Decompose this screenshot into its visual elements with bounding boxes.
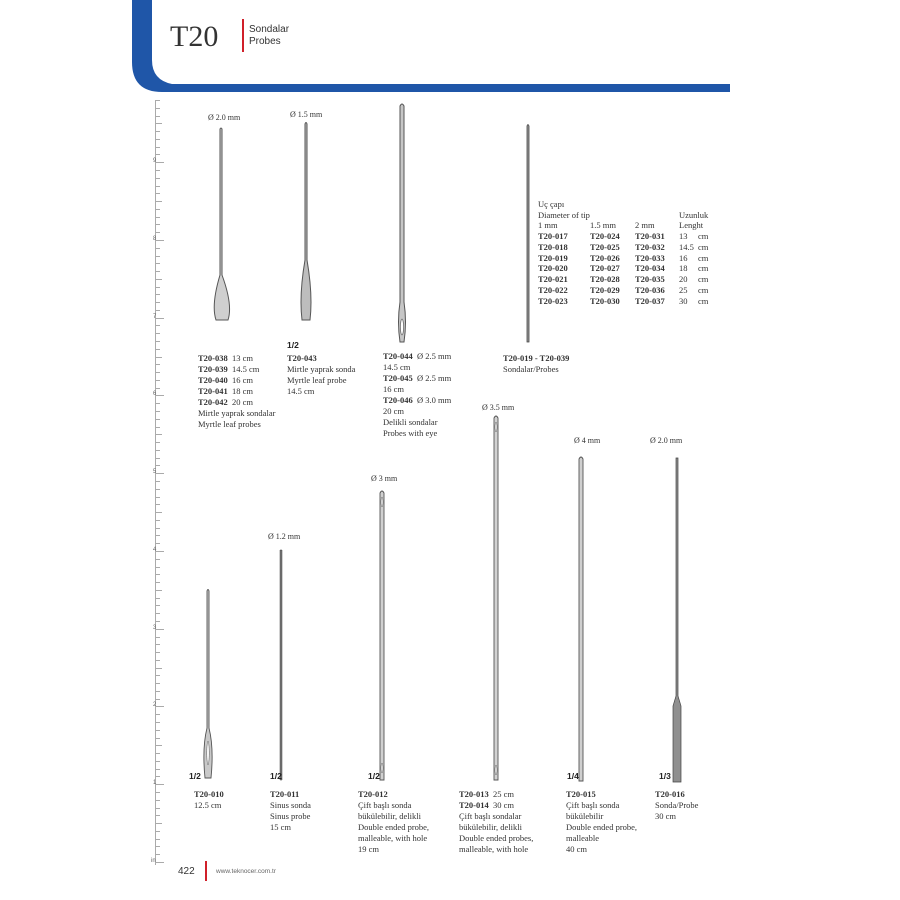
p10-product-block <box>655 789 698 822</box>
ruler-tick <box>156 193 160 194</box>
p9-product-block <box>566 789 637 855</box>
ruler-tick <box>156 263 160 264</box>
table-cell-length: 25 <box>679 285 688 295</box>
ruler-tick <box>156 512 162 513</box>
ruler-tick <box>156 395 164 396</box>
double-ended-probe-t20-015-drawing <box>574 456 588 784</box>
footer-url[interactable]: www.teknocer.com.tr <box>216 868 276 875</box>
p1-name-en: Myrtle leaf probes <box>198 419 261 429</box>
ruler-tick <box>156 147 160 148</box>
table-cell-code: T20-018 <box>538 241 568 252</box>
p6-name-en: Sinus probe <box>270 811 311 821</box>
ruler-tick <box>156 660 160 661</box>
p6-code: T20-011 <box>270 789 300 799</box>
table-cell-code: T20-037 <box>635 295 665 306</box>
ruler-tick <box>156 815 160 816</box>
ruler-tick <box>156 520 160 521</box>
ruler-tick <box>156 403 160 404</box>
ruler-tick <box>156 224 160 225</box>
p7-line: Çift başlı sonda <box>358 800 412 810</box>
title-divider <box>242 19 244 52</box>
ruler-tick <box>156 465 160 466</box>
ruler-tick <box>156 738 160 739</box>
ruler-tick <box>156 699 160 700</box>
p1-code: T20-041 <box>198 386 228 396</box>
p3-code: T20-045 <box>383 373 413 383</box>
ruler-tick <box>156 644 160 645</box>
ruler-label: 6 <box>153 391 157 398</box>
ruler-label: 3 <box>153 624 157 631</box>
table-cell-code: T20-034 <box>635 263 665 274</box>
p8-line: Çift başlı sondalar <box>459 811 522 821</box>
table-cell-length: 16 <box>679 252 688 263</box>
p4-code: T20-019 - T20-039 <box>503 353 570 363</box>
double-ended-probe-t20-012-drawing <box>374 490 390 785</box>
p6-diameter: Ø 1.2 mm <box>268 532 301 541</box>
table-cell-code: T20-017 <box>538 231 568 241</box>
ruler-tick <box>156 349 160 350</box>
ruler-tick <box>156 372 160 373</box>
p1-product-block <box>198 353 275 430</box>
p3-size: 20 cm <box>383 406 405 416</box>
p4-product-block <box>503 353 569 375</box>
p3-diameter: Ø 3.0 mm <box>417 395 452 405</box>
p8-line: malleable, with hole <box>459 844 529 854</box>
table-length-head-tr: Uzunluk <box>679 209 709 220</box>
p8-size: 30 cm <box>493 800 515 810</box>
p2-name-en: Myrtle leaf probe <box>287 375 347 385</box>
ruler-tick <box>156 178 160 179</box>
ruler-tick <box>156 637 160 638</box>
p7-line: malleable, with hole <box>358 833 428 843</box>
table-cell-length: 13 <box>679 231 688 241</box>
ruler-tick <box>156 357 162 358</box>
ruler-tick <box>156 434 162 435</box>
table-cell-unit: cm <box>698 274 709 285</box>
ruler-tick <box>156 458 160 459</box>
ruler-tick <box>156 621 160 622</box>
ruler-tick <box>156 481 160 482</box>
table-cell-code: T20-022 <box>538 285 568 295</box>
ruler-tick <box>156 287 160 288</box>
ruler-tick <box>156 668 162 669</box>
ruler-tick <box>156 590 162 591</box>
table-cell-unit: cm <box>698 241 709 252</box>
p6-name-tr: Sinus sonda <box>270 800 311 810</box>
ruler-tick <box>156 450 160 451</box>
ruler-tick <box>156 325 160 326</box>
ruler-tick <box>156 232 160 233</box>
p7-line: Double ended probe, <box>358 822 430 832</box>
p9-line: Çift başlı sonda <box>566 800 620 810</box>
p1-code: T20-042 <box>198 397 228 407</box>
p10-line: Sonda/Probe <box>655 800 699 810</box>
ruler-tick <box>156 217 160 218</box>
p7-scale-badge: 1/2 <box>368 771 380 781</box>
ruler-tick <box>156 497 160 498</box>
p6-size: 15 cm <box>270 822 292 832</box>
ruler-tick <box>156 683 160 684</box>
table-cell-code: T20-035 <box>635 274 665 285</box>
table-title-en: Diameter of tip <box>538 209 590 220</box>
p3-diameter: Ø 2.5 mm <box>417 351 452 361</box>
table-title-tr: Uç çapı <box>538 199 565 209</box>
table-cell-code: T20-031 <box>635 231 665 241</box>
p10-scale-badge: 1/3 <box>659 771 671 781</box>
ruler-unit: in <box>151 858 156 864</box>
table-cell-code: T20-036 <box>635 285 665 295</box>
probe-with-eye-drawing <box>392 102 412 347</box>
ruler-tick <box>156 108 160 109</box>
p2-scale-badge: 1/2 <box>287 340 299 350</box>
p3-name-en: Probes with eye <box>383 428 438 438</box>
p6-product-block <box>270 789 311 833</box>
table-col-head: 1.5 mm <box>590 220 616 231</box>
ruler-tick <box>156 201 162 202</box>
ruler-tick <box>156 528 160 529</box>
p8-code: T20-013 <box>459 789 489 799</box>
p3-size: 14.5 cm <box>383 362 411 372</box>
ruler-tick <box>156 240 164 241</box>
probe-series-drawing <box>522 122 534 347</box>
ruler-tick <box>156 605 160 606</box>
table-cell-unit: cm <box>698 263 709 274</box>
page-number: 422 <box>178 866 195 877</box>
p1-code: T20-039 <box>198 364 228 374</box>
ruler-tick <box>156 186 160 187</box>
ruler-tick <box>156 535 160 536</box>
p1-name-tr: Mirtle yaprak sondalar <box>198 408 276 418</box>
ruler-tick <box>156 543 160 544</box>
ruler-tick <box>156 209 160 210</box>
p1-code: T20-040 <box>198 375 228 385</box>
p1-code: T20-038 <box>198 353 228 363</box>
p10-diameter: Ø 2.0 mm <box>650 436 683 445</box>
ruler-tick <box>156 792 160 793</box>
p8-size: 25 cm <box>493 789 515 799</box>
ruler-tick <box>156 419 160 420</box>
p7-product-block <box>358 789 429 855</box>
p8-product-block <box>459 789 533 855</box>
ruler-tick <box>156 598 160 599</box>
table-col-head: 1 mm <box>538 220 558 231</box>
sinus-probe-drawing <box>276 548 286 783</box>
page-title: T20 <box>170 20 219 53</box>
ruler-tick <box>156 582 160 583</box>
ruler-tick <box>156 567 160 568</box>
double-ended-probes-t20-013-drawing <box>488 415 504 785</box>
ruler-tick <box>156 706 164 707</box>
table-cell-code: T20-026 <box>590 252 620 263</box>
ruler-tick <box>156 162 164 163</box>
ruler-tick <box>156 862 164 863</box>
p9-scale-badge: 1/4 <box>567 771 579 781</box>
p3-size: 16 cm <box>383 384 405 394</box>
p8-diameter: Ø 3.5 mm <box>482 403 515 412</box>
subtitle-en: Probes <box>249 36 281 47</box>
p1-diameter: Ø 2.0 mm <box>208 113 241 122</box>
ruler-tick <box>156 489 160 490</box>
table-cell-code: T20-033 <box>635 252 665 263</box>
p5-scale-badge: 1/2 <box>189 771 201 781</box>
ruler-tick <box>156 675 160 676</box>
ruler-tick <box>156 294 160 295</box>
p8-line: bükülebilir, delikli <box>459 822 522 832</box>
p3-code: T20-044 <box>383 351 413 361</box>
ruler-tick <box>156 574 160 575</box>
ruler-label: 8 <box>153 235 157 242</box>
ruler-tick <box>156 411 160 412</box>
p4-name: Sondalar/Probes <box>503 364 559 374</box>
ruler-tick <box>156 380 160 381</box>
ruler-tick <box>156 613 160 614</box>
p5-code: T20-010 <box>194 789 224 799</box>
ruler-tick <box>156 551 164 552</box>
table-cell-length: 14.5 <box>679 241 694 252</box>
p1-size: 14.5 cm <box>232 364 260 374</box>
p2-diameter: Ø 1.5 mm <box>290 110 323 119</box>
ruler-tick <box>156 745 162 746</box>
p9-code: T20-015 <box>566 789 596 799</box>
ruler-tick <box>156 831 160 832</box>
ruler-tick <box>156 776 160 777</box>
table-cell-code: T20-028 <box>590 274 620 285</box>
p2-name-tr: Mirtle yaprak sonda <box>287 364 356 374</box>
ruler-tick <box>156 256 160 257</box>
table-length-head-en: Lenght <box>679 220 704 231</box>
table-cell-unit: cm <box>698 252 709 263</box>
table-cell-unit: cm <box>698 295 709 306</box>
ruler-tick <box>156 629 164 630</box>
ruler-tick <box>156 333 160 334</box>
ruler-tick <box>156 730 160 731</box>
ruler-tick <box>156 846 160 847</box>
p8-code: T20-014 <box>459 800 489 810</box>
table-cell-code: T20-021 <box>538 274 568 285</box>
ruler-tick <box>156 318 164 319</box>
ruler-tick <box>156 784 164 785</box>
table-cell-code: T20-024 <box>590 231 620 241</box>
ruler-tick <box>156 388 160 389</box>
ruler-tick <box>156 761 160 762</box>
ruler-tick <box>156 248 160 249</box>
ruler-tick <box>156 442 160 443</box>
table-cell-code: T20-029 <box>590 285 620 295</box>
ruler-tick <box>156 753 160 754</box>
ruler-tick <box>156 800 160 801</box>
ruler-tick <box>156 302 160 303</box>
table-cell-unit: cm <box>698 285 709 295</box>
p9-diameter: Ø 4 mm <box>574 436 601 445</box>
ruler-tick <box>156 504 160 505</box>
myrtle-leaf-probe-single-drawing <box>296 120 316 325</box>
myrtle-leaf-probe-drawing <box>208 125 238 325</box>
ruler-tick <box>156 100 160 101</box>
table-cell-length: 18 <box>679 263 688 274</box>
p3-name-tr: Delikli sondalar <box>383 417 438 427</box>
p2-product-block <box>287 353 355 397</box>
ruler-tick <box>156 271 160 272</box>
ruler-label: 9 <box>153 158 157 165</box>
p6-scale-badge: 1/2 <box>270 771 282 781</box>
ruler-tick <box>156 279 162 280</box>
table-cell-code: T20-032 <box>635 241 665 252</box>
table-cell-code: T20-025 <box>590 241 620 252</box>
probe-t20-016-drawing <box>668 456 686 786</box>
table-cell-code: T20-030 <box>590 295 620 306</box>
p10-code: T20-016 <box>655 789 685 799</box>
p1-size: 16 cm <box>232 375 254 385</box>
ruler-tick <box>156 364 160 365</box>
table-cell-length: 20 <box>679 274 688 285</box>
ruler-tick <box>156 854 160 855</box>
ruler-label: 1 <box>153 780 157 787</box>
p7-diameter: Ø 3 mm <box>371 474 398 483</box>
p7-line: bükülebilir, delikli <box>358 811 421 821</box>
table-cell-code: T20-019 <box>538 252 568 263</box>
p3-diameter: Ø 2.5 mm <box>417 373 452 383</box>
p10-line: 30 cm <box>655 811 677 821</box>
table-cell-code: T20-023 <box>538 295 568 306</box>
p9-line: bükülebilir <box>566 811 604 821</box>
p2-size: 14.5 cm <box>287 386 315 396</box>
p2-code: T20-043 <box>287 353 317 363</box>
table-cell-unit: cm <box>698 231 709 241</box>
subtitle-tr: Sondalar <box>249 24 290 35</box>
ruler-tick <box>156 154 160 155</box>
p1-size: 18 cm <box>232 386 254 396</box>
inch-ruler <box>155 100 164 865</box>
p3-code: T20-046 <box>383 395 413 405</box>
p5-product-block <box>194 789 224 811</box>
table-cell-code: T20-027 <box>590 263 620 274</box>
ruler-label: 4 <box>153 546 157 553</box>
ruler-tick <box>156 139 160 140</box>
ruler-label: 7 <box>153 313 157 320</box>
p9-line: 40 cm <box>566 844 588 854</box>
ruler-tick <box>156 310 160 311</box>
p9-line: Double ended probe, <box>566 822 638 832</box>
ruler-tick <box>156 722 160 723</box>
p7-line: 19 cm <box>358 844 380 854</box>
ruler-tick <box>156 559 160 560</box>
ruler-tick <box>156 131 160 132</box>
ruler-label: 2 <box>153 702 157 709</box>
probe-t20-010-drawing <box>200 588 216 783</box>
table-cell-code: T20-020 <box>538 263 568 274</box>
p9-line: malleable <box>566 833 600 843</box>
ruler-tick <box>156 170 160 171</box>
ruler-tick <box>156 691 160 692</box>
table-col-head: 2 mm <box>635 220 655 231</box>
p1-size: 13 cm <box>232 353 254 363</box>
table-cell-length: 30 <box>679 295 688 306</box>
ruler-tick <box>156 116 160 117</box>
ruler-tick <box>156 714 160 715</box>
ruler-tick <box>156 808 160 809</box>
ruler-tick <box>156 839 160 840</box>
footer-divider <box>205 861 207 881</box>
p7-code: T20-012 <box>358 789 388 799</box>
p1-size: 20 cm <box>232 397 254 407</box>
header-accent-bar <box>132 0 730 92</box>
p3-product-block <box>383 351 451 439</box>
ruler-tick <box>156 123 162 124</box>
ruler-tick <box>156 769 160 770</box>
p8-line: Double ended probes, <box>459 833 534 843</box>
ruler-tick <box>156 473 164 474</box>
ruler-tick <box>156 652 160 653</box>
ruler-label: 5 <box>153 469 157 476</box>
ruler-tick <box>156 341 160 342</box>
ruler-tick <box>156 823 162 824</box>
p5-size: 12.5 cm <box>194 800 222 810</box>
ruler-tick <box>156 427 160 428</box>
